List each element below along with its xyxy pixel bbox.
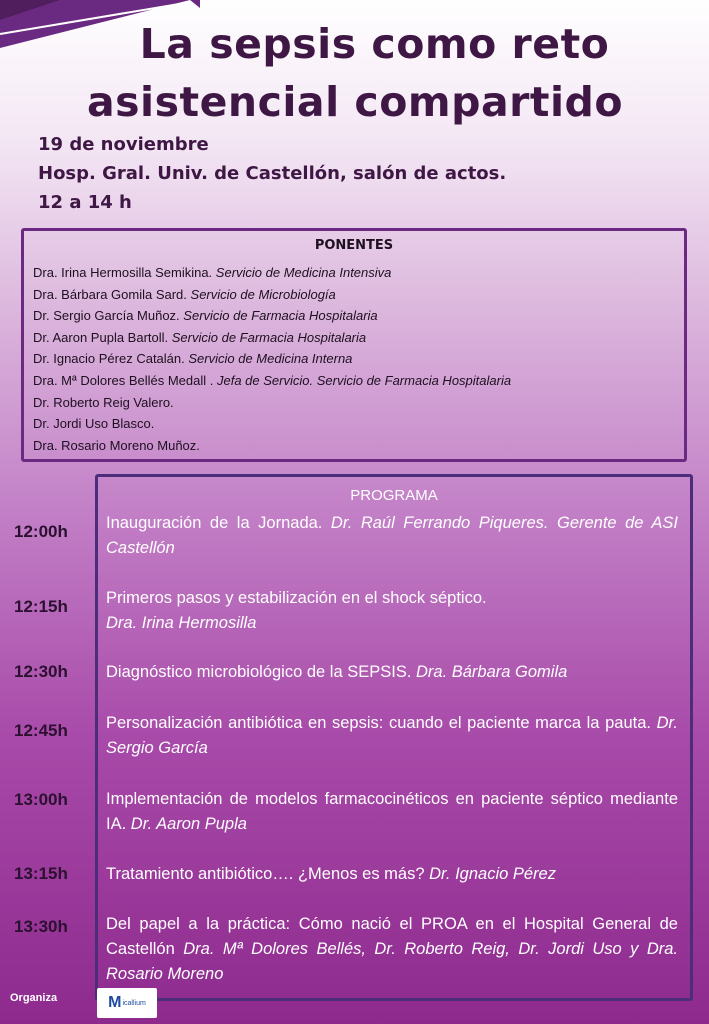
speaker-item (33, 392, 511, 414)
speaker-item (33, 305, 511, 327)
speaker-item (33, 413, 511, 435)
slot-description (106, 586, 678, 636)
speaker-name: Dr. Jordi Uso Blasco. (33, 416, 155, 432)
slot-topic: Implementación de modelos farmacocinéticos en paciente séptico mediante IA. (106, 790, 678, 833)
speaker-service: Servicio de Medicina Interna (188, 351, 353, 367)
slot-speaker: Dr. Sergio García (106, 714, 678, 757)
slot-time: 13:15h (14, 864, 68, 883)
event-title-line-2: asistencial compartido (86, 78, 624, 126)
speaker-name: Dra. Bárbara Gomila Sard. (33, 286, 187, 302)
speaker-item (33, 327, 511, 349)
speaker-service: Servicio de Microbiología (190, 286, 336, 302)
speakers-box (21, 228, 687, 462)
speaker-item (33, 348, 511, 370)
event-date: 19 de noviembre (38, 134, 209, 155)
event-time: 12 a 14 h (38, 192, 132, 213)
speaker-name: Dra. Rosario Moreno Muñoz. (33, 437, 200, 453)
slot-description (106, 511, 678, 561)
speaker-name: Dra. Mª Dolores Bellés Medall . (33, 372, 214, 388)
speaker-item (33, 262, 511, 284)
slot-speaker: Dr. Ignacio Pérez (429, 865, 556, 883)
speaker-name: Dra. Irina Hermosilla Semikina. (33, 265, 213, 280)
speaker-name: Dr. Ignacio Pérez Catalán. (33, 351, 185, 367)
event-title-line-1: La sepsis como reto (139, 20, 610, 68)
slot-speaker: Dra. Irina Hermosilla (106, 614, 257, 632)
speaker-service: Servicio de Farmacia Hospitalaria (183, 308, 378, 324)
logo-text: icallium (122, 999, 146, 1007)
slot-speaker: Dra. Mª Dolores Bellés, Dr. Roberto Reig, Dr. Jordi Uso y Dra. Rosario Moreno (106, 940, 679, 983)
program-heading: PROGRAMA (350, 487, 438, 504)
slot-time: 12:00h (14, 522, 68, 541)
speakers-heading: PONENTES (314, 238, 394, 253)
slot-time: 12:45h (14, 721, 68, 740)
slot-time: 13:00h (14, 790, 68, 809)
slot-description (106, 912, 678, 987)
slot-description (106, 660, 678, 685)
slot-topic: Diagnóstico microbiológico de la SEPSIS. (106, 663, 412, 681)
event-location: Hosp. Gral. Univ. de Castellón, salón de actos. (38, 163, 507, 184)
slot-topic: Tratamiento antibiótico…. ¿Menos es más? (106, 865, 425, 883)
slot-topic: Inauguración de la Jornada. (106, 514, 323, 532)
organizer-label: Organiza (10, 992, 58, 1004)
slot-topic: Personalización antibiótica en sepsis: cuando el paciente marca la pauta. (106, 714, 651, 732)
slot-description (106, 787, 678, 837)
slot-time: 12:15h (14, 597, 68, 616)
speaker-item (33, 370, 511, 392)
speaker-service: Servicio de Farmacia Hospitalaria (171, 329, 367, 345)
slot-speaker: Dr. Aaron Pupla (130, 815, 247, 833)
speaker-name: Dr. Sergio García Muñoz. (33, 308, 180, 324)
speaker-item (33, 435, 511, 457)
slot-time: 12:30h (14, 662, 68, 681)
speaker-name: Dr. Roberto Reig Valero. (33, 394, 174, 410)
speaker-name: Dr. Aaron Pupla Bartoll. (33, 329, 169, 345)
speaker-service: Servicio de Medicina Intensiva (215, 265, 392, 280)
organizer-logo (97, 988, 157, 1018)
slot-time: 13:30h (14, 917, 68, 936)
slot-speaker: Dr. Raúl Ferrando Piqueres. Gerente de ASI Castellón (106, 514, 678, 557)
slot-topic: Primeros pasos y estabilización en el shock séptico. (106, 589, 487, 607)
speaker-item (33, 284, 511, 306)
slot-speaker: Dra. Bárbara Gomila (416, 663, 568, 681)
speakers-list (33, 262, 511, 456)
slot-description (106, 862, 678, 887)
slot-description (106, 711, 678, 761)
logo-mark: M (108, 994, 122, 1011)
speaker-service: Jefa de Servicio. Servicio de Farmacia Hospitalaria (217, 372, 512, 388)
slot-topic: Del papel a la práctica: Cómo nació el PROA en el Hospital General de Castellón (106, 915, 678, 958)
